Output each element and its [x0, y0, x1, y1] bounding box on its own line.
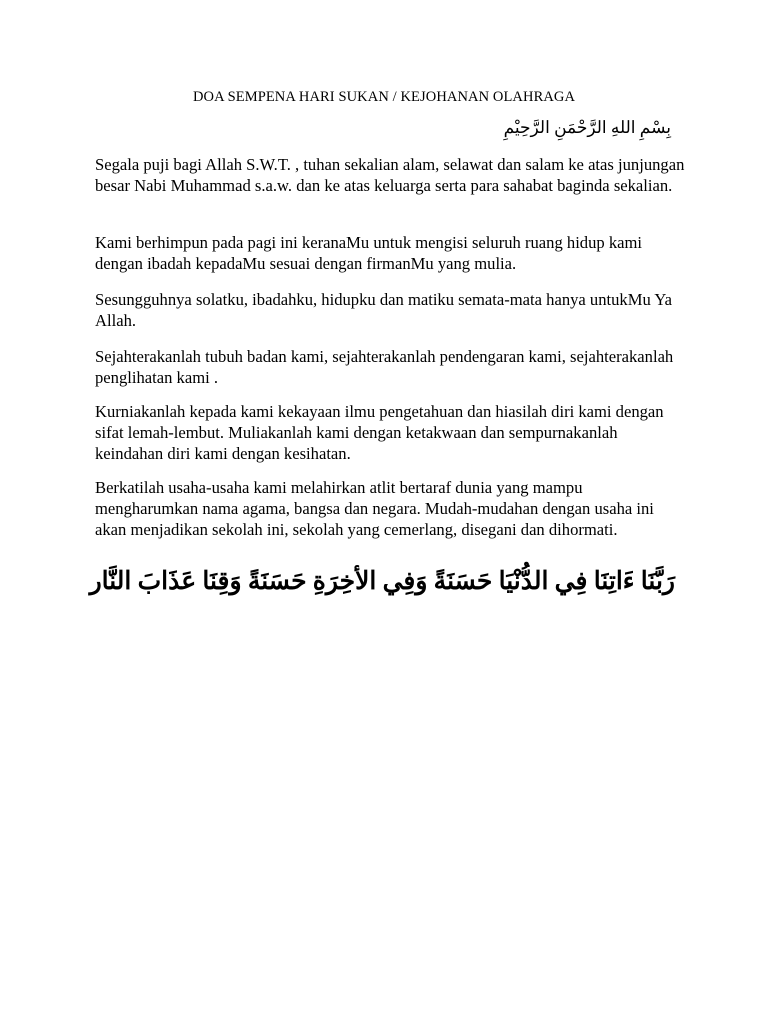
paragraph-knowledge: Kurniakanlah kepada kami kekayaan ilmu pengetahuan dan hiasilah diri kami dengan sifat lemah-lembut. Muliakanlah kami dengan ketakwaan dan sempurnakanlah keindahan diri kami dengan kesihatan. [95, 402, 664, 463]
paragraph-devotion: Sesungguhnya solatku, ibadahku, hidupku dan matiku semata-mata hanya untukMu Ya Allah. [95, 290, 673, 330]
paragraph-wellbeing: Sejahterakanlah tubuh badan kami, sejahterakanlah pendengaran kami, sejahterakanlah penglihatan kami . [95, 347, 674, 387]
paragraph-gathering: Kami berhimpun pada pagi ini keranaMu untuk mengisi seluruh ruang hidup kami dengan ibadah kepadaMu sesuai dengan firmanMu yang mulia. [95, 233, 643, 273]
basmala-text: بِسْمِ اللهِ الرَّحْمَنِ الرَّحِيْمِ [503, 118, 671, 137]
paragraph-blessing: Berkatilah usaha-usaha kami melahirkan atlit bertaraf dunia yang mampu mengharumkan nama agama, bangsa dan negara. Mudah-mudahan dengan usaha ini akan menjadikan sekolah ini, sekolah yang cemerlang, disegani dan dihormati. [95, 478, 654, 539]
paragraph-praise: Segala puji bagi Allah S.W.T. , tuhan sekalian alam, selawat dan salam ke atas junjungan besar Nabi Muhammad s.a.w. dan ke atas keluarga serta para sahabat baginda sekalian. [95, 155, 685, 195]
closing-prayer-text: رَبَّنَا ءَاتِنَا فِي الدُّنْيَا حَسَنَةً وَفِي الأخِرَةِ حَسَنَةً وَقِنَا عَذَابَ النَّار [89, 568, 675, 595]
page-title: DOA SEMPENA HARI SUKAN / KEJOHANAN OLAHRAGA [192, 89, 576, 105]
